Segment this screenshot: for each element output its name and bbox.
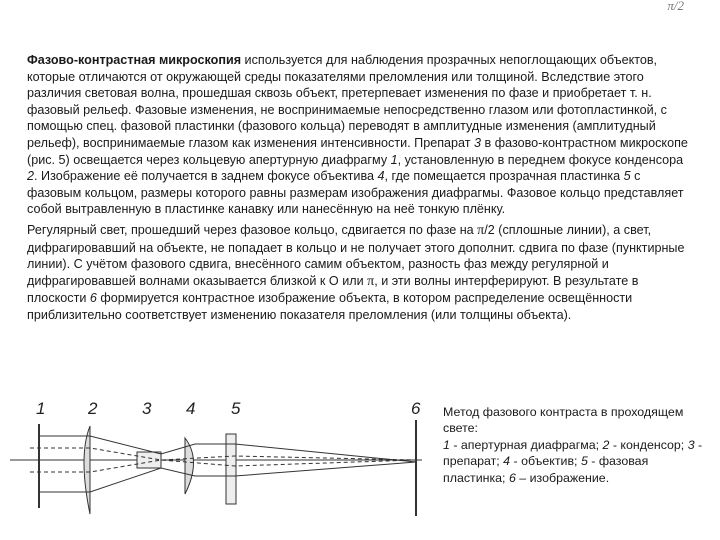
label-4: 4 — [186, 399, 196, 418]
body-text — [27, 52, 695, 328]
specimen — [137, 452, 161, 468]
label-6: 6 — [411, 399, 421, 418]
label-1: 1 — [36, 399, 46, 418]
label-3: 3 — [142, 399, 152, 418]
term-phase-contrast: Фазово-контрастная микроскопия — [27, 53, 242, 67]
pi-symbol: π — [367, 273, 375, 289]
paragraph-2: Регулярный свет, прошедший через фазовое кольцо, сдвигается по фазе на π/2 (сплошные линии), а свет, дифрагировавший на объекте, не попадает в кольцо и не получает этого дополнит. сдвига по фазе (пунктирные линии). С учётом фазового сдвига, внесённого самим объектом, разность фаз между регулярной и дифрагировавшей волнами оказывается близкой к О или π, и эти волны интерферируют. В результате в плоскости 6 формируется контрастное изображение объекта, в котором распределение освещённости приблизительно соответствует изменению показателя преломления (или толщины объекта). — [27, 222, 685, 322]
condenser-lens — [84, 426, 90, 514]
phase-contrast-diagram — [10, 396, 432, 536]
page-corner-mark: π/2 — [667, 0, 684, 13]
paragraph-1: Фазово-контрастная микроскопия используется для наблюдения прозрачных непоглощающих объектов, которые отличаются от окружающей среды показателями преломления или толщиной. Вследствие этого различия световая волна, прошедшая сквозь объект, претерпевает изменения по фазе и приобретает т. н. фазовый рельеф. Фазовые изменения, не воспринимаемые непосредственно глазом или фотопластинкой, с помощью спец. фазовой пластинки (фазового кольца) переводят в амплитудные изменения (амплитудный рельеф), воспринимаемые глазом как изменения интенсивности. Препарат 3 в фазово-контрастном микроскопе (рис. 5) освещается через кольцевую апертурную диафрагму 1, установленную в переднем фокусе конденсора 2. Изображение её получается в заднем фокусе объектива 4, где помещается прозрачная пластинка 5 с фазовым кольцом, размеры которого равны размерам изображения диафрагмы. Фазовое кольцо представляет собой вытравленную в пластинке канавку или нанесённую на неё тонкую плёнку. — [27, 53, 688, 217]
pi-symbol: π — [477, 222, 485, 238]
label-2: 2 — [88, 399, 98, 418]
label-5: 5 — [231, 399, 241, 418]
figure-caption: Метод фазового контраста в проходящем свете: 1 - апертурная диафрагма; 2 - конденсор; 3 - препарат; 4 - объектив; 5 - фазовая пластинка; 6 – изображение. — [443, 405, 703, 485]
